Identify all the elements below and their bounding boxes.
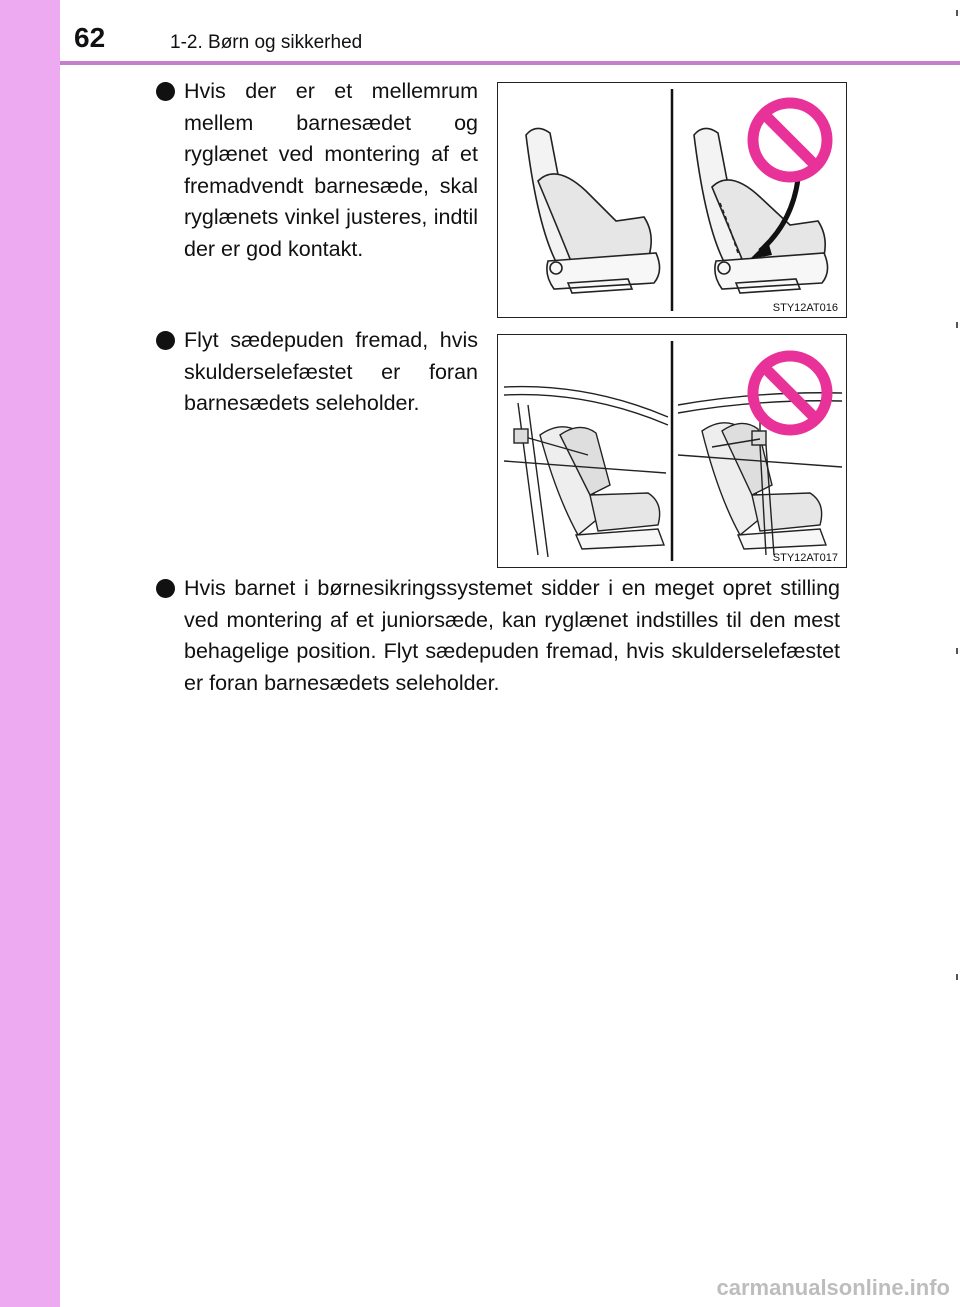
prohibited-icon: [753, 103, 827, 177]
bullet-item: [184, 325, 478, 420]
bullet-text: Hvis barnet i børnesikringssystemet sidder i en meget opret stilling ved montering af et juniorsæde, kan ryglænet indstilles til den mest behagelige position. Flyt sædepuden fremad, hvis skulderselefæstet er foran barnesædets seleholder.: [184, 576, 840, 695]
edge-mark: [956, 10, 958, 16]
belt-anchor-illustration: [498, 335, 846, 567]
bullet-icon: [156, 82, 175, 101]
figure-code: STY12AT017: [772, 552, 838, 564]
bullet-item: [184, 573, 840, 699]
figure-code: STY12AT016: [772, 302, 838, 314]
edge-mark: [956, 974, 958, 980]
watermark: carmanualsonline.info: [716, 1275, 950, 1300]
header-rule: [60, 61, 960, 65]
bullet-text: Hvis der er et mellemrum mellem barnesædet og ryglænet ved montering af et fremadvendt barnesæde, skal ryglænets vinkel justeres, indtil der er god kontakt.: [184, 79, 478, 261]
bullet-text: Flyt sædepuden fremad, hvis skulderselefæstet er foran barnesædets seleholder.: [184, 328, 478, 415]
bullet-item: [184, 76, 478, 265]
figure-seat-gap: [497, 82, 847, 318]
chapter-sidebar-tab: [0, 0, 60, 1307]
seat-gap-illustration: [498, 83, 846, 317]
section-title: 1-2. Børn og sikkerhed: [170, 32, 363, 53]
edge-mark: [956, 322, 958, 328]
bullet-icon: [156, 579, 175, 598]
figure-belt-anchor: [497, 334, 847, 568]
page-number: 62: [74, 22, 106, 53]
edge-mark: [956, 648, 958, 654]
bullet-icon: [156, 331, 175, 350]
